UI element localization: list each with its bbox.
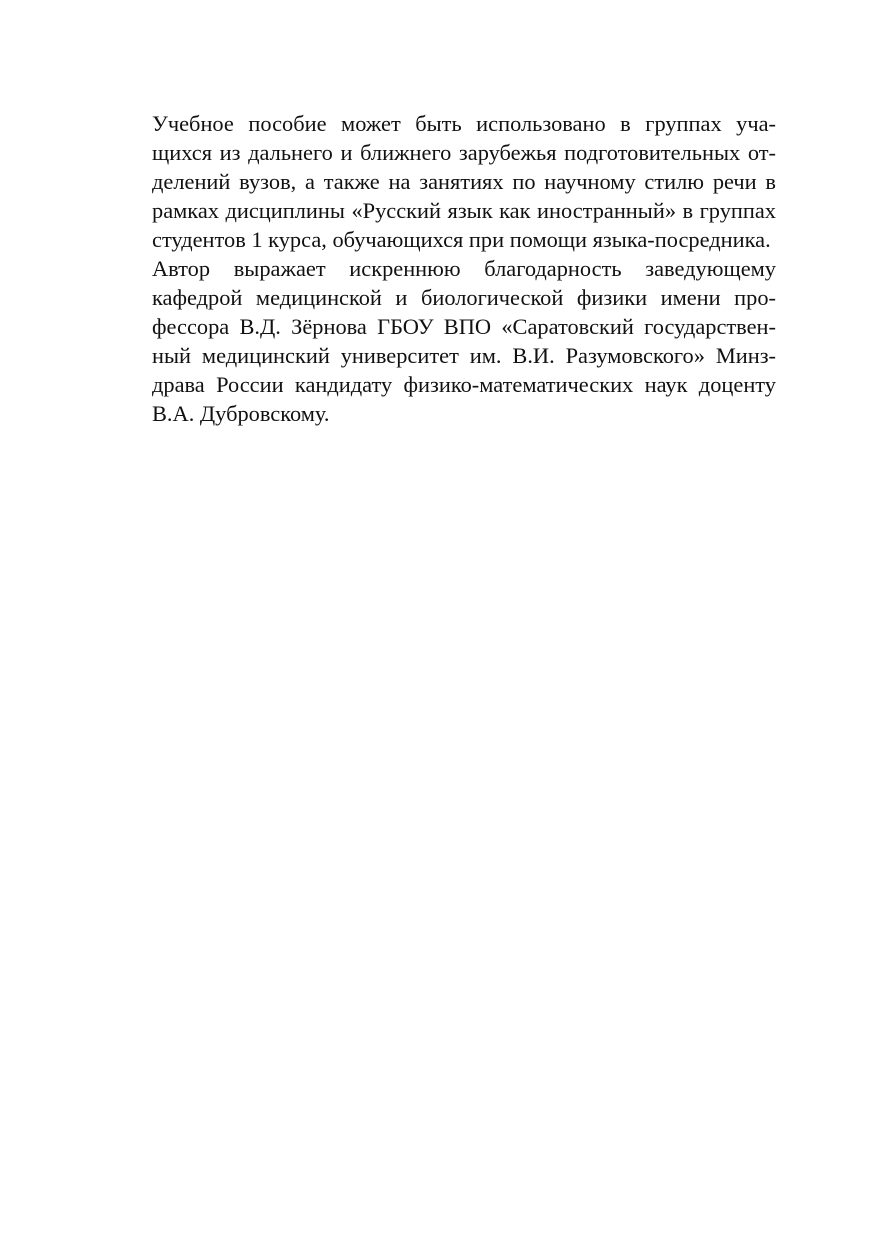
text-line: щихся из дальнего и ближнего зарубежья подготовительных от- — [152, 140, 776, 165]
paragraph-acknowledgement — [116, 254, 776, 428]
text-line: Автор выражает искреннюю благодарность заведующему — [152, 256, 776, 281]
text-line: делений вузов, а также на занятиях по научному стилю речи в — [152, 169, 776, 194]
text-line: В.А. Дубровскому. — [152, 401, 330, 426]
paragraph-usage-note — [116, 109, 776, 254]
text-line: драва России кандидату физико-математических наук доценту — [152, 372, 776, 397]
text-line: ный медицинский университет им. В.И. Разумовского» Минз- — [152, 343, 776, 368]
text-line: Учебное пособие может быть использовано в группах уча- — [152, 111, 776, 136]
text-line: студентов 1 курса, обучающихся при помощи языка-посредника. — [152, 227, 771, 252]
text-line: рамках дисциплины «Русский язык как иностранный» в группах — [152, 198, 776, 223]
text-line: кафедрой медицинской и биологической физики имени про- — [152, 285, 776, 310]
text-line: фессора В.Д. Зёрнова ГБОУ ВПО «Саратовский государствен- — [152, 314, 776, 339]
body-text — [116, 109, 776, 428]
